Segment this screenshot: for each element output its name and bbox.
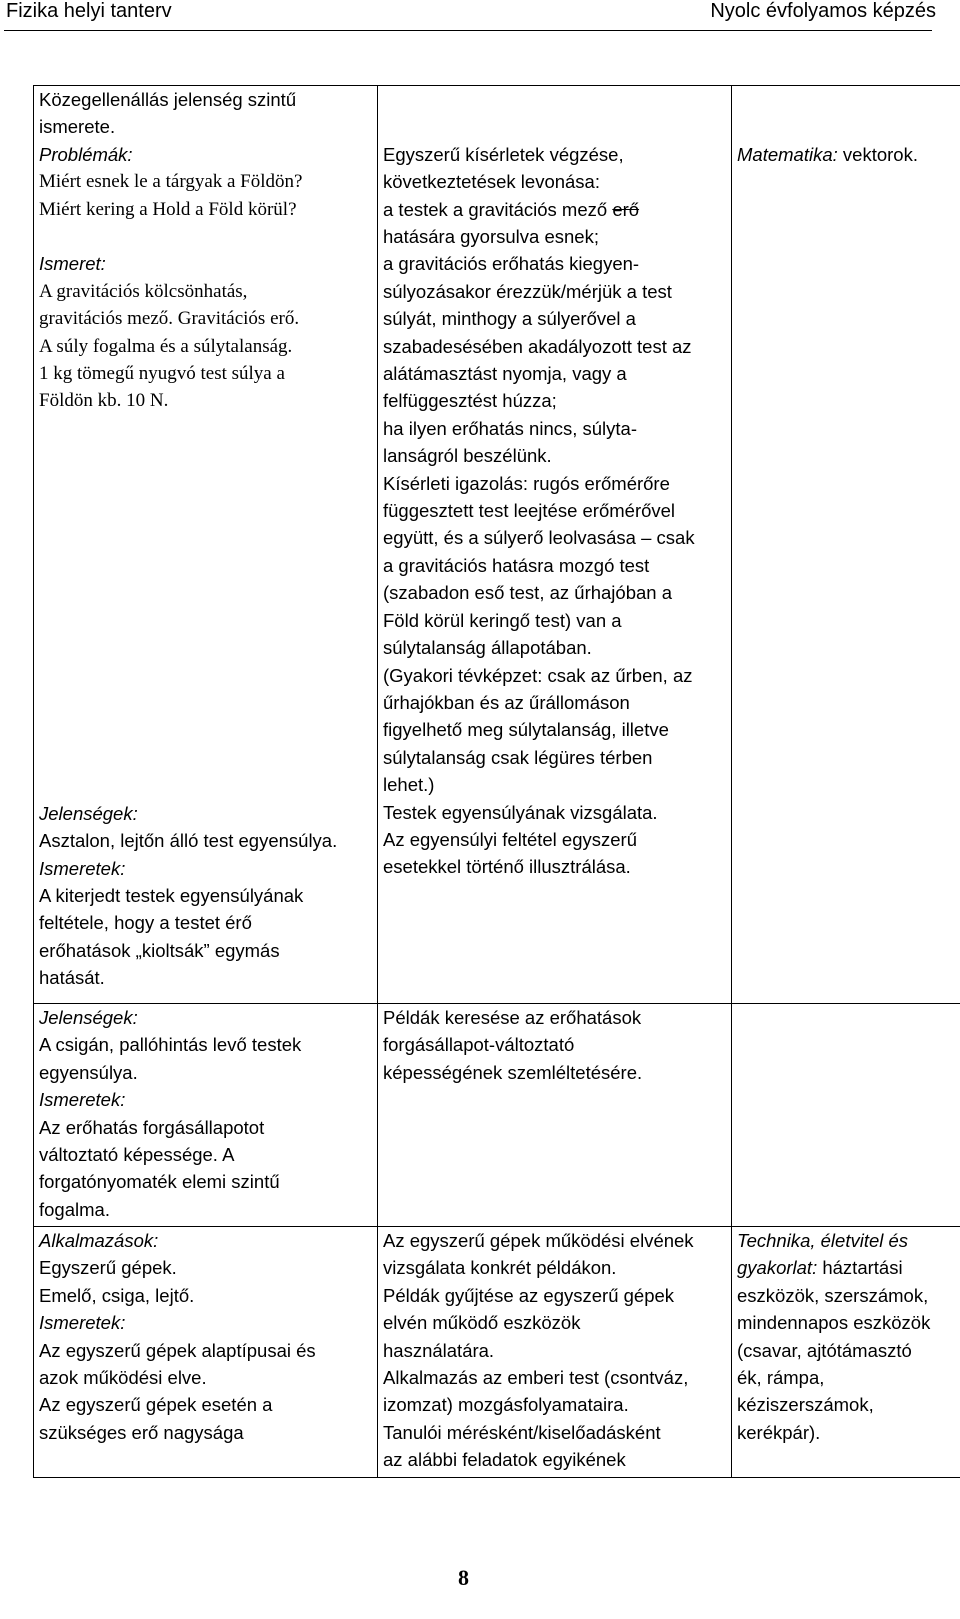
text-line: elvén működő eszközök: [383, 1312, 581, 1334]
connections-cell: [732, 86, 960, 1004]
text-line: forgásállapot-változtató: [383, 1034, 575, 1056]
text-line: Tanulói mérésként/kiselőadásként: [383, 1421, 661, 1443]
text-line: űrhajókban és az űrállomáson: [383, 691, 630, 713]
text-line: változtató képessége. A: [39, 1144, 235, 1166]
text-line: izomzat) mozgásfolyamataira.: [383, 1394, 629, 1416]
text-line: mindennapos eszközök: [737, 1312, 931, 1334]
text-line: lehet.): [383, 774, 435, 796]
text-line: ismerete.: [39, 116, 116, 138]
text-line: Emelő, csiga, lejtő.: [39, 1284, 195, 1306]
table-row: [34, 1004, 960, 1227]
text-line: Testek egyensúlyának vizsgálata.: [383, 801, 658, 823]
text-line: együtt, és a súlyerő leolvasása – csak: [383, 527, 695, 549]
text-line: súlyozásakor érezzük/mérjük a test: [383, 280, 672, 302]
text-line: (szabadon eső test, az űrhajóban a: [383, 582, 672, 604]
section-label: Jelenségek:: [39, 802, 138, 824]
text-line: felfüggesztést húzza;: [383, 390, 557, 412]
text-line: Kísérleti igazolás: rugós erőmérőre: [383, 472, 670, 494]
text-line: esetekkel történő illusztrálása.: [383, 856, 631, 878]
section-label: Ismeretek:: [39, 857, 126, 879]
text-line: Egyszerű kísérletek végzése,: [383, 143, 624, 165]
section-label: Ismeret:: [39, 253, 106, 275]
text-line: Közegellenállás jelenség szintű: [39, 89, 297, 110]
text-line: Az egyszerű gépek működési elvének: [383, 1230, 694, 1251]
topic-cell: [34, 86, 378, 1004]
struck-word: erő: [612, 198, 640, 220]
section-label: Problémák:: [39, 143, 133, 165]
header-title: Fizika helyi tanterv: [6, 0, 172, 22]
text-line: a testek a gravitációs mező erő: [383, 198, 640, 220]
text-line: szabadesésében akadályozott test az: [383, 335, 692, 357]
text-line: ha ilyen erőhatás nincs, súlyta-: [383, 417, 637, 439]
text-line: Az erőhatás forgásállapotot: [39, 1116, 265, 1138]
text-line: súlyát, minthogy a súlyerővel a: [383, 308, 636, 330]
text-line: azok működési elve.: [39, 1367, 207, 1389]
curriculum-table: [33, 85, 960, 1478]
text-line: A súly fogalma és a súlytalanság.: [39, 335, 293, 357]
activity-cell: [378, 1227, 732, 1478]
text-line: Matematika: vektorok.: [737, 143, 918, 165]
text-line: Példák gyűjtése az egyszerű gépek: [383, 1284, 675, 1306]
text-line: képességének szemléltetésére.: [383, 1061, 643, 1083]
text-line: Miért kering a Hold a Föld körül?: [39, 198, 297, 220]
table-row: [34, 86, 960, 1004]
header-rule: [4, 30, 932, 31]
text-line: erőhatások „kioltsák” egymás: [39, 939, 280, 961]
section-label: Alkalmazások:: [39, 1230, 159, 1251]
text-line: súlytalanság csak légüres térben: [383, 746, 653, 768]
text-line: figyelhető meg súlytalanság, illetve: [383, 719, 669, 741]
text-line: hatását.: [39, 967, 105, 989]
text-line: a gravitációs hatásra mozgó test: [383, 554, 650, 576]
text-line: hatására gyorsulva esnek;: [383, 226, 599, 247]
section-label: Ismeretek:: [39, 1089, 126, 1111]
text-line: gravitációs mező. Gravitációs erő.: [39, 308, 300, 330]
text-line: Asztalon, lejtőn álló test egyensúlya.: [39, 830, 338, 852]
topic-cell: [34, 1227, 378, 1478]
text-line: A kiterjedt testek egyensúlyának: [39, 885, 304, 907]
text-line: Föld körül keringő test) van a: [383, 609, 622, 631]
header-subtitle: Nyolc évfolyamos képzés: [710, 0, 936, 22]
text-line: lanságról beszélünk.: [383, 445, 552, 467]
table-row: [34, 1227, 960, 1478]
text-line: a gravitációs erőhatás kiegyen-: [383, 253, 640, 275]
text-line: következtetések levonása:: [383, 171, 600, 193]
text-line: Alkalmazás az emberi test (csontváz,: [383, 1367, 689, 1389]
topic-cell: [34, 1004, 378, 1227]
text-line: Miért esnek le a tárgyak a Földön?: [39, 171, 303, 193]
text-line: Földön kb. 10 N.: [39, 390, 169, 412]
activity-cell: [378, 86, 732, 1004]
text-line: súlytalanság állapotában.: [383, 637, 592, 659]
text-line: kéziszerszámok,: [737, 1394, 874, 1416]
text-line: Példák keresése az erőhatások: [383, 1007, 642, 1028]
text-line: Az egyszerű gépek esetén a: [39, 1394, 273, 1416]
text-line: forgatónyomaték elemi szintű: [39, 1171, 280, 1193]
text-line: (Gyakori tévképzet: csak az űrben, az: [383, 664, 693, 686]
text-line: A gravitációs kölcsönhatás,: [39, 280, 248, 302]
text-line: gyakorlat: háztartási: [737, 1257, 903, 1279]
text-line: Egyszerű gépek.: [39, 1257, 177, 1279]
subject-label: Matematika:: [737, 143, 838, 165]
activity-cell: [378, 1004, 732, 1227]
text-line: fogalma.: [39, 1198, 110, 1220]
text-line: kerékpár).: [737, 1421, 821, 1443]
text-line: A csigán, pallóhintás levő testek: [39, 1034, 302, 1056]
text-line: Az egyensúlyi feltétel egyszerű: [383, 828, 637, 850]
connections-cell: [732, 1227, 960, 1478]
section-label: Jelenségek:: [39, 1007, 138, 1028]
text-line: alátámasztást nyomja, vagy a: [383, 363, 627, 385]
connections-cell: [732, 1004, 960, 1227]
text-line: egyensúlya.: [39, 1061, 138, 1083]
text-line: függesztett test leejtése erőmérővel: [383, 500, 676, 522]
text-line: feltétele, hogy a testet érő: [39, 912, 252, 934]
text-line: szükséges erő nagysága: [39, 1421, 244, 1443]
text-line: (csavar, ajtótámasztó: [737, 1339, 912, 1361]
subject-label: Technika, életvitel és: [737, 1230, 909, 1251]
page-number: 8: [458, 1565, 469, 1590]
section-label: Ismeretek:: [39, 1312, 126, 1334]
text-line: eszközök, szerszámok,: [737, 1284, 929, 1306]
text-line: vizsgálata konkrét példákon.: [383, 1257, 617, 1279]
text-line: az alábbi feladatok egyikének: [383, 1449, 626, 1471]
subject-label: gyakorlat:: [737, 1257, 818, 1279]
text-line: 1 kg tömegű nyugvó test súlya a: [39, 363, 285, 385]
text-line: Az egyszerű gépek alaptípusai és: [39, 1339, 316, 1361]
text-line: ék, rámpa,: [737, 1367, 825, 1389]
text-line: használatára.: [383, 1339, 495, 1361]
